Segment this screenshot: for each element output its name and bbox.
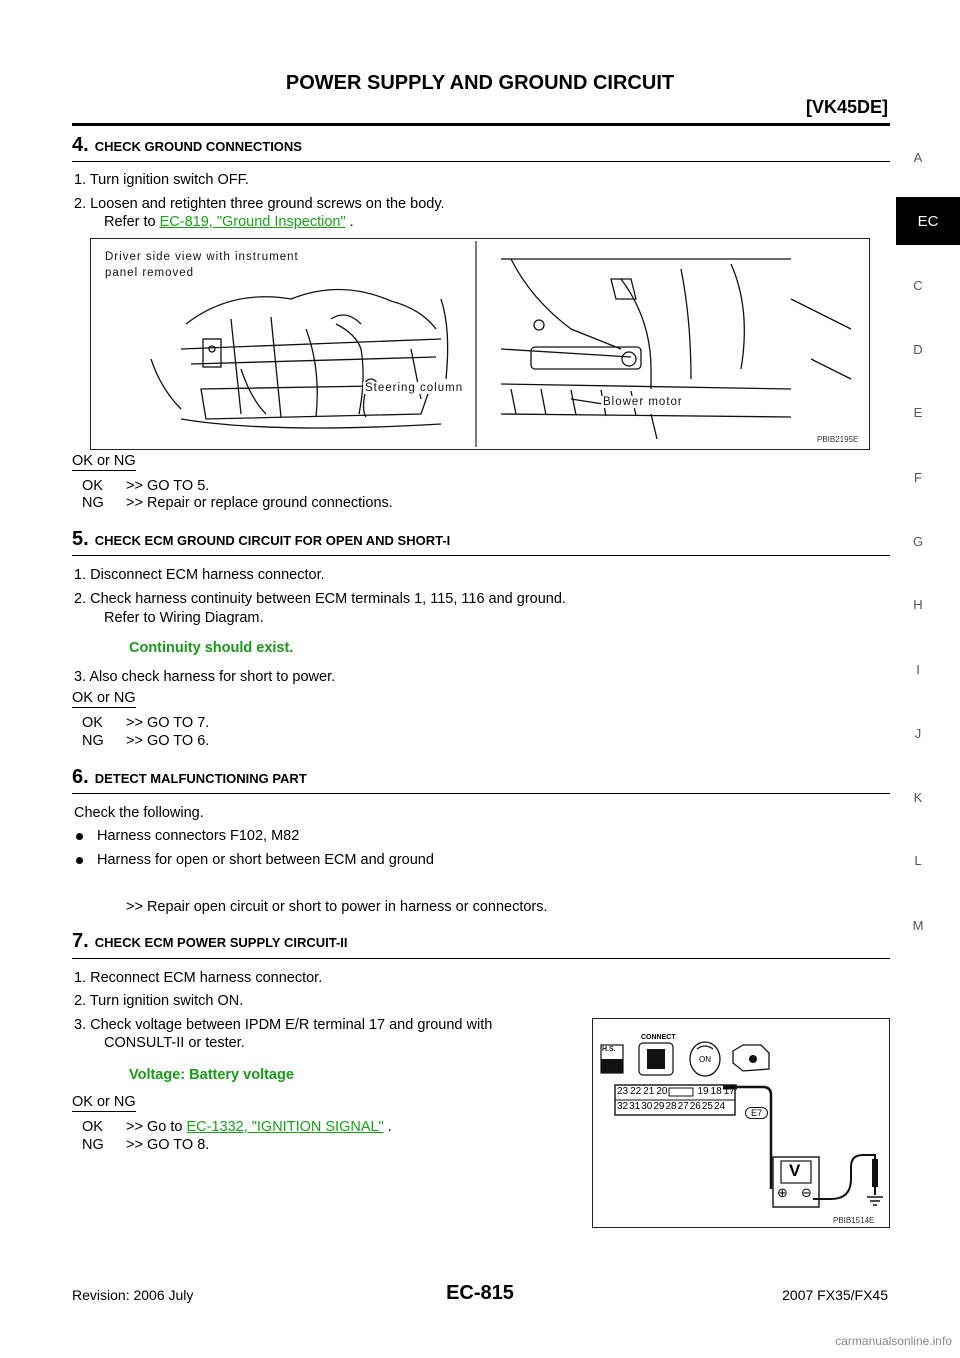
step-5-ok-or-ng: OK or NG <box>72 690 136 706</box>
step-5-title: CHECK ECM GROUND CIRCUIT FOR OPEN AND SHORT-I <box>94 533 451 548</box>
connector-id-badge: E7 <box>745 1107 768 1119</box>
ground-inspection-link[interactable]: EC-819, "Ground Inspection" <box>159 214 346 230</box>
hs-label: H.S. <box>602 1046 616 1053</box>
section-index-f[interactable]: F <box>914 470 922 485</box>
section-index-g[interactable]: G <box>912 534 924 549</box>
section-tab-active[interactable]: EC <box>896 197 960 245</box>
step-6-divider <box>72 793 890 794</box>
page-number: EC-815 <box>446 1282 514 1304</box>
voltmeter-icon: V <box>789 1161 801 1180</box>
pin-gap <box>670 1086 696 1097</box>
plus-terminal-icon: ⊕ <box>777 1185 788 1200</box>
figure-code: PBIB1514E <box>833 1216 875 1225</box>
ignition-on-label: ON <box>699 1055 711 1064</box>
connect-label: CONNECT <box>641 1034 676 1041</box>
section-index-l[interactable]: L <box>914 853 922 868</box>
section-index-i[interactable]: I <box>916 662 920 677</box>
figure-caption-line-2: panel removed <box>105 267 195 279</box>
figure-caption-line-1: Driver side view with instrument <box>105 251 299 263</box>
step-5-divider <box>72 555 890 556</box>
step-4-heading <box>72 134 302 157</box>
step-7-line-3b: CONSULT-II or tester. <box>104 1035 245 1051</box>
bullet-icon <box>76 857 83 864</box>
step-7-ok-result <box>126 1119 392 1135</box>
step-4-title: CHECK GROUND CONNECTIONS <box>94 139 302 154</box>
step-5-ok-result: >> GO TO 7. <box>126 715 210 731</box>
step-7-line-2: 2. Turn ignition switch ON. <box>74 993 244 1009</box>
step-5-number: 5. <box>72 528 89 550</box>
pin: 25 <box>701 1101 713 1112</box>
pin: 23 <box>617 1086 629 1097</box>
voltage-check-illustration <box>593 1019 889 1227</box>
step-6-number: 6. <box>72 766 89 788</box>
step-4-line-2: 2. Loosen and retighten three ground screws on the body. <box>74 196 445 212</box>
ok-suffix: . <box>383 1119 392 1135</box>
section-index-k[interactable]: K <box>913 790 923 805</box>
ground-screws-illustration <box>91 239 869 449</box>
pin: 27 <box>677 1101 689 1112</box>
step-6-title: DETECT MALFUNCTIONING PART <box>94 771 307 786</box>
step-5-heading <box>72 528 450 551</box>
pin: 32 <box>617 1101 629 1112</box>
pin: 21 <box>643 1086 655 1097</box>
step-5-line-2b: Refer to Wiring Diagram. <box>104 610 264 626</box>
steering-column-label: Steering column <box>365 382 464 394</box>
step-6-bullet-2 <box>76 852 434 868</box>
section-index-h[interactable]: H <box>913 597 923 612</box>
pin: 19 <box>697 1086 709 1097</box>
pin: 22 <box>630 1086 642 1097</box>
step-4-ng-result: >> Repair or replace ground connections. <box>126 495 393 511</box>
step-7-ng-result: >> GO TO 8. <box>126 1137 210 1153</box>
section-index-d[interactable]: D <box>913 342 923 357</box>
section-index-c[interactable]: C <box>913 278 923 293</box>
bullet-icon <box>76 833 83 840</box>
step-6-bullet-1 <box>76 828 299 844</box>
step-5-line-3: 3. Also check harness for short to power. <box>74 669 336 685</box>
header-divider <box>72 123 890 126</box>
step-4-refer <box>104 214 354 230</box>
pin: 17 <box>723 1086 735 1097</box>
step-4-ng-label: NG <box>82 495 104 511</box>
step-7-heading <box>72 930 348 953</box>
ok-prefix: >> Go to <box>126 1119 187 1135</box>
page-title: POWER SUPPLY AND GROUND CIRCUIT <box>285 72 675 94</box>
step-5-ng-result: >> GO TO 6. <box>126 733 210 749</box>
engine-code: [VK45DE] <box>805 97 888 117</box>
connector-bottom-row <box>617 1101 725 1112</box>
step-5-line-1: 1. Disconnect ECM harness connector. <box>74 567 325 583</box>
vehicle-model: 2007 FX35/FX45 <box>782 1287 888 1303</box>
step-7-spec: Voltage: Battery voltage <box>129 1067 294 1083</box>
pin: 20 <box>656 1086 668 1097</box>
step-7-title: CHECK ECM POWER SUPPLY CIRCUIT-II <box>94 935 348 950</box>
section-index-m[interactable]: M <box>912 918 924 933</box>
pin: 26 <box>689 1101 701 1112</box>
step-7-line-3: 3. Check voltage between IPDM E/R terminal 17 and ground with <box>74 1017 493 1033</box>
section-index-a[interactable]: A <box>913 150 923 165</box>
pin: 29 <box>653 1101 665 1112</box>
step-7-divider <box>72 958 890 959</box>
refer-suffix: . <box>345 214 354 230</box>
step-7-ok-or-ng: OK or NG <box>72 1094 136 1110</box>
step-6-heading <box>72 766 307 789</box>
step-4-line-1: 1. Turn ignition switch OFF. <box>74 172 249 188</box>
ground-screws-figure <box>90 238 870 450</box>
blower-motor-label: Blower motor <box>603 396 683 408</box>
pin: 18 <box>710 1086 722 1097</box>
step-6-intro: Check the following. <box>74 805 204 821</box>
pin: 28 <box>665 1101 677 1112</box>
bullet-1-text: Harness connectors F102, M82 <box>97 828 300 844</box>
connector-top-row <box>617 1086 735 1097</box>
step-4-ok-or-ng: OK or NG <box>72 453 136 469</box>
step-5-ng-label: NG <box>82 733 104 749</box>
step-7-number: 7. <box>72 930 89 952</box>
pin: 24 <box>714 1101 726 1112</box>
pin: 31 <box>629 1101 641 1112</box>
step-7-ok-label: OK <box>82 1119 103 1135</box>
step-7-ng-label: NG <box>82 1137 104 1153</box>
pin: 30 <box>641 1101 653 1112</box>
section-index-j[interactable]: J <box>914 726 922 741</box>
watermark: carmanualsonline.info <box>835 1334 952 1348</box>
step-5-line-2: 2. Check harness continuity between ECM terminals 1, 115, 116 and ground. <box>74 591 566 607</box>
section-index-e[interactable]: E <box>913 405 923 420</box>
ipdm-voltage-figure <box>592 1018 890 1228</box>
ignition-signal-link[interactable]: EC-1332, "IGNITION SIGNAL" <box>186 1119 384 1135</box>
step-7-line-1: 1. Reconnect ECM harness connector. <box>74 970 323 986</box>
figure-code: PBIB2195E <box>817 435 859 444</box>
step-4-ok-label: OK <box>82 478 103 494</box>
revision-date: Revision: 2006 July <box>72 1287 194 1303</box>
step-5-spec: Continuity should exist. <box>129 640 294 656</box>
bullet-2-text: Harness for open or short between ECM and ground <box>97 852 434 868</box>
step-4-divider <box>72 161 890 162</box>
refer-prefix: Refer to <box>104 214 160 230</box>
minus-terminal-icon: ⊖ <box>801 1185 812 1200</box>
step-5-ok-label: OK <box>82 715 103 731</box>
step-6-action: >> Repair open circuit or short to power in harness or connectors. <box>126 899 548 915</box>
step-4-ok-result: >> GO TO 5. <box>126 478 210 494</box>
step-4-number: 4. <box>72 134 89 156</box>
